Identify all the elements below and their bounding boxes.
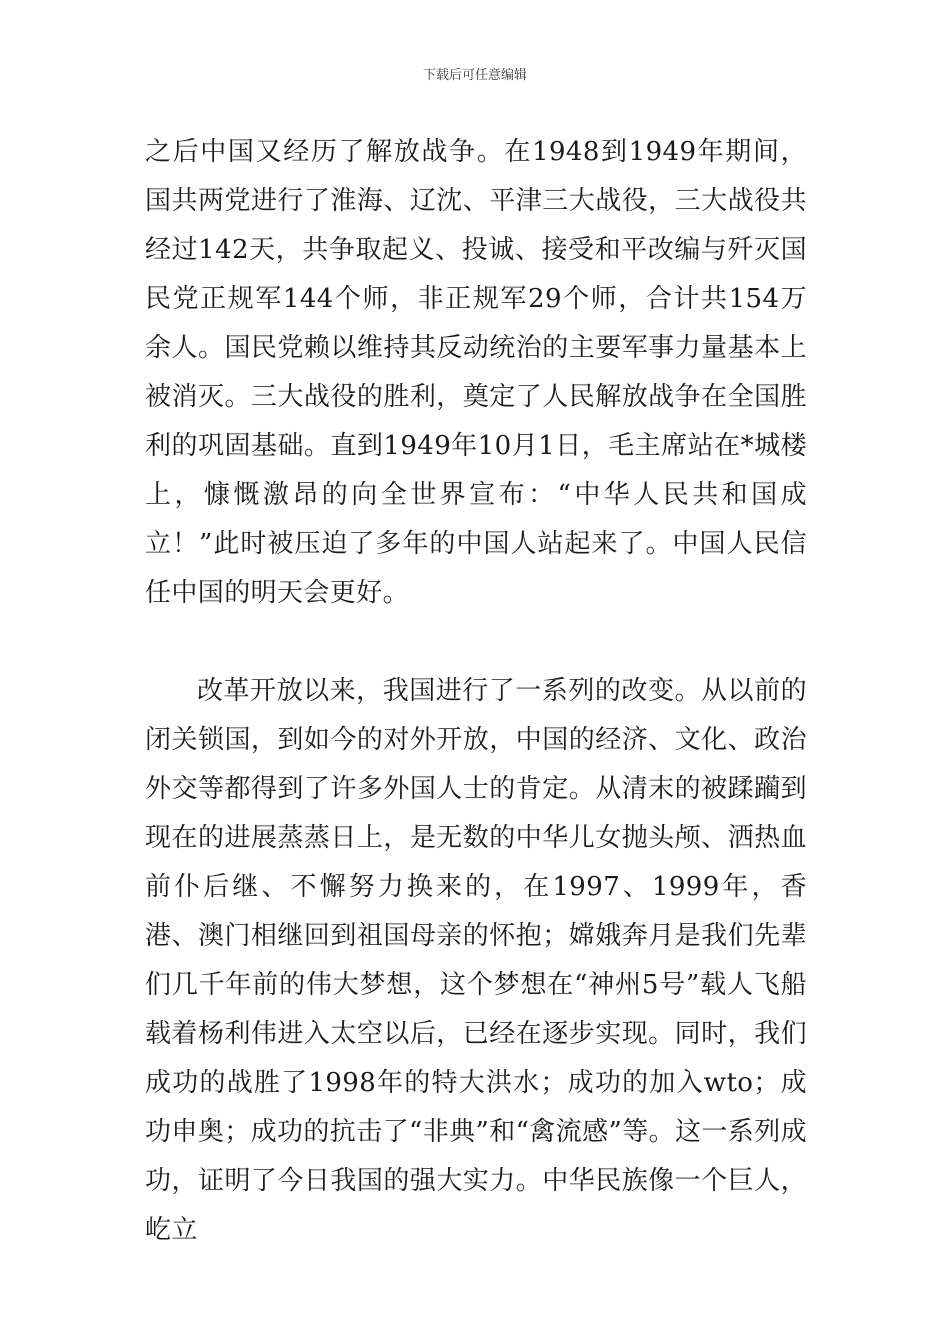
paragraph-reform-opening: 改革开放以来，我国进行了一系列的改变。从以前的闭关锁国，到如今的对外开放，中国的经济、文化、政治外交等都得到了许多外国人士的肯定。从清末的被蹂躏到现在的进展蒸蒸日上，是无数的中华儿女抛头颅、洒热血前仆后继、不懈努力换来的，在1997、1999年，香港、澳门相继回到祖国母亲的怀抱；嫦娥奔月是我们先辈们几千年前的伟大梦想，这个梦想在“神州5号”载人飞船载着杨利伟进入太空以后，已经在逐步实现。同时，我们成功的战胜了1998年的特大洪水；成功的加入wto；成功申奥；成功的抗击了“非典”和“禽流感”等。这一系列成功，证明了今日我国的强大实力。中华民族像一个巨人，屹立 [145, 676, 807, 1245]
document-body [145, 128, 807, 1255]
page-header: 下载后可任意编辑 [422, 68, 527, 83]
paragraph-liberation-war: 之后中国又经历了解放战争。在1948到1949年期间，国共两党进行了淮海、辽沈、平津三大战役，三大战役共经过142天，共争取起义、投诚、接受和平改编与歼灭国民党正规军144个师，非正规军29个师，合计共154万余人。国民党赖以维持其反动统治的主要军事力量基本上被消灭。三大战役的胜利，奠定了人民解放战争在全国胜利的巩固基础。直到1949年10月1日，毛主席站在*城楼上，慷慨激昂的向全世界宣布：“中华人民共和国成立！”此时被压迫了多年的中国人站起来了。中国人民信任中国的明天会更好。 [145, 137, 807, 608]
